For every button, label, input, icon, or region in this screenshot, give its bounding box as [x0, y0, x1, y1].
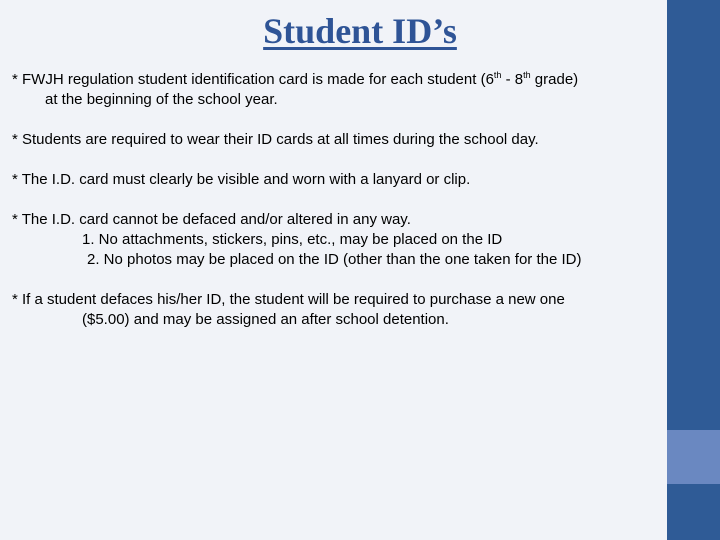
- text-segment: * FWJH regulation student identification card is made for each student (6: [12, 71, 494, 88]
- slide-title: Student ID’s: [263, 11, 457, 51]
- text-segment: - 8: [501, 71, 524, 88]
- paragraph-id-card-regulation: [12, 70, 660, 110]
- paragraph-penalty: [12, 290, 660, 330]
- paragraph-line: at the beginning of the school year.: [45, 91, 278, 108]
- slide-body: [12, 70, 660, 350]
- sidebar-accent-block: [667, 430, 720, 484]
- list-item: 2. No photos may be placed on the ID (other than the one taken for the ID): [87, 251, 582, 268]
- paragraph-line: * If a student defaces his/her ID, the student will be required to purchase a new one: [12, 291, 565, 308]
- paragraph-line: [12, 70, 660, 90]
- paragraph-wear-id: * Students are required to wear their ID cards at all times during the school day.: [12, 131, 539, 148]
- paragraph-visible-lanyard: * The I.D. card must clearly be visible and worn with a lanyard or clip.: [12, 171, 471, 188]
- paragraph-line: ($5.00) and may be assigned an after school detention.: [82, 311, 449, 328]
- list-item: 1. No attachments, stickers, pins, etc., may be placed on the ID: [82, 231, 503, 248]
- superscript: th: [493, 70, 502, 80]
- text-segment: grade): [530, 71, 579, 88]
- paragraph-line: * The I.D. card cannot be defaced and/or altered in any way.: [12, 211, 411, 228]
- superscript: th: [523, 70, 531, 80]
- paragraph-no-defacing: [12, 210, 660, 270]
